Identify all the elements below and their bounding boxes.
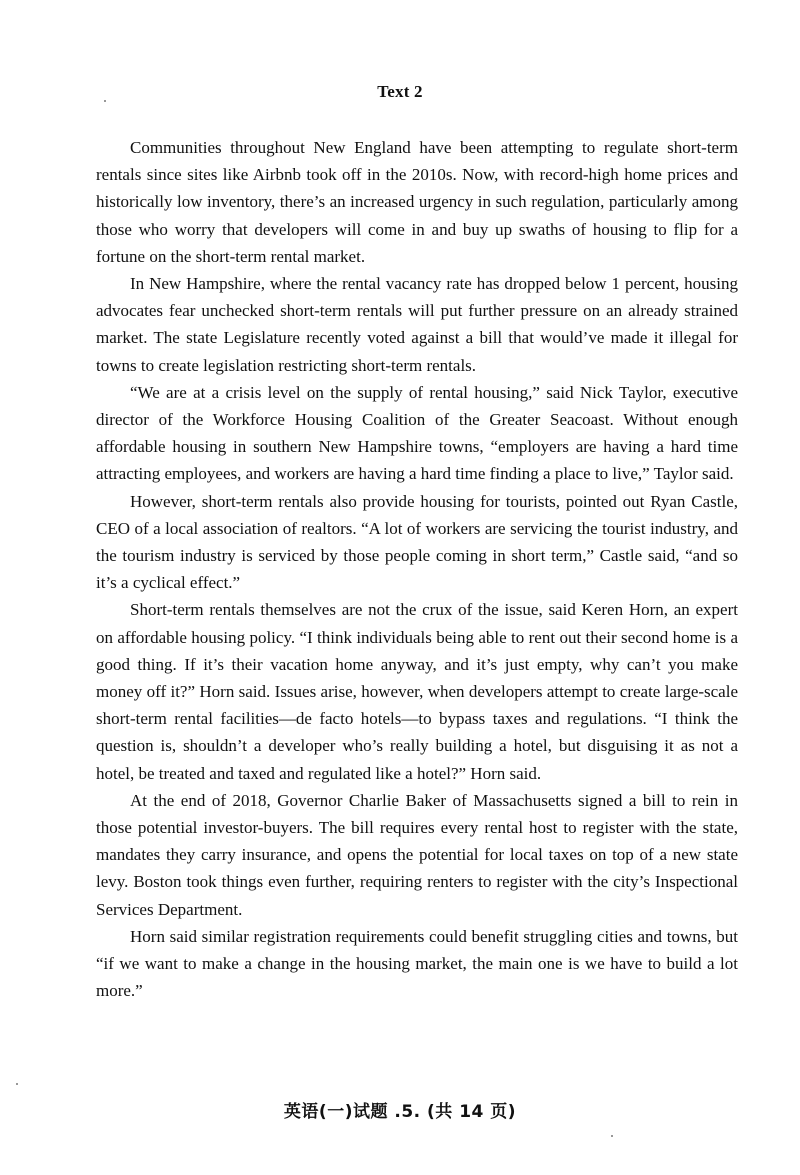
paragraph-7: Horn said similar registration requirements could benefit struggling cities and towns, but “if we want to make a change in the housing market, the main one is we have to build a lot more.”	[96, 926, 738, 1001]
paragraph-6: At the end of 2018, Governor Charlie Baker of Massachusetts signed a bill to rein in those potential investor-buyers. The bill requires every rental host to register with the state, mandates they carry insurance, and opens the potential for local taxes on top of a new state levy. Boston took things even further, requiring renters to register with the city’s Inspectional Services Department.	[96, 790, 738, 919]
paragraph-3: “We are at a crisis level on the supply of rental housing,” said Nick Taylor, executive director of the Workforce Housing Coalition of the Greater Seacoast. Without enough affordable housing in southern New Hampshire towns, “employers are having a hard time attracting employees, and workers are having a hard time finding a place to live,” Taylor said.	[96, 382, 738, 484]
paragraph-5: Short-term rentals themselves are not the crux of the issue, said Keren Horn, an expert on affordable housing policy. “I think individuals being able to rent out their second home is a good thing. If it’s their vacation home anyway, and it’s just empty, why can’t you make money off it?” Horn said. Issues arise, however, when developers attempt to create large-scale short-term rental facilities—de facto hotels—to bypass taxes and regulations. “I think the question is, shouldn’t a developer who’s really building a hotel, but disguising it as not a hotel, be treated and taxed and regulated like a hotel?” Horn said.	[96, 600, 738, 783]
scan-speck	[16, 1083, 18, 1085]
paragraph-1: Communities throughout New England have been attempting to regulate short-term rentals since sites like Airbnb took off in the 2010s. Now, with record-high home prices and historically low inventory, there’s an increased urgency in such regulation, particularly among those who worry that developers will come in and buy up swaths of housing to flip for a fortune on the short-term rental market.	[96, 138, 738, 266]
scan-speck	[611, 1135, 613, 1137]
paragraph-4: However, short-term rentals also provide housing for tourists, pointed out Ryan Castle, CEO of a local association of realtors. “A lot of workers are servicing the tourist industry, and the tourism industry is serviced by those people coming in short term,” Castle said, “and so it’s a cyclical effect.”	[96, 491, 738, 593]
page-footer: 英语(一)试题 .5. (共 14 页)	[283, 1102, 517, 1122]
article-body	[96, 134, 738, 1005]
page-title: Text 2	[377, 82, 423, 101]
paragraph-2: In New Hampshire, where the rental vacancy rate has dropped below 1 percent, housing advocates fear unchecked short-term rentals will put further pressure on an already strained market. The state Legislature recently voted against a bill that would’ve made it illegal for towns to create legislation restricting short-term rentals.	[96, 274, 738, 375]
